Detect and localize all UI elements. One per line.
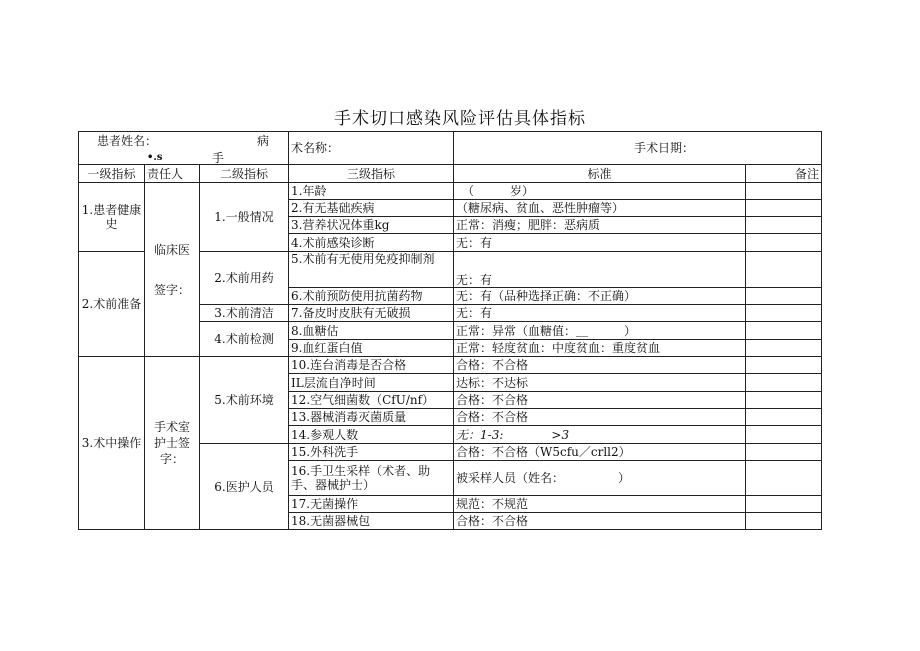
remarks-cell: [746, 183, 822, 200]
standard-cell: 无：1-3: >3: [454, 426, 746, 444]
remarks-cell: [746, 374, 822, 392]
standard-cell: 正常：异常（血糖值：＿ ）: [454, 322, 746, 340]
standard-cell: 无：有: [454, 234, 746, 252]
remarks-cell: [746, 513, 822, 530]
table-row: [79, 183, 822, 200]
level3-cell: 7.备皮时皮肤有无破损: [289, 305, 454, 322]
level3-cell: 2.有无基础疾病: [289, 200, 454, 217]
standard-cell: 无：有: [454, 305, 746, 322]
col-header-level2: 二级指标: [200, 165, 289, 183]
standard-cell: 合格：不合格: [454, 513, 746, 530]
level3-cell: 8.血糖估: [289, 322, 454, 340]
level1-health-history: 1.患者健康史: [79, 183, 145, 252]
standard-cell: 合格：不合格: [454, 392, 746, 409]
col-header-remarks: 备注: [746, 165, 822, 183]
patient-name-label: 患者姓名：: [97, 134, 158, 148]
level3-cell: 4.术前感染诊断: [289, 234, 454, 252]
patient-info-row: [79, 132, 822, 165]
col-header-level1: 一级指标: [79, 165, 145, 183]
standard-cell: 合格：不合格: [454, 409, 746, 426]
level3-cell: 16.手卫生采样（术者、助手、器械护士）: [289, 461, 454, 496]
level2-preop-environment: 5.术前环境: [200, 357, 289, 444]
remarks-cell: [746, 444, 822, 461]
remarks-cell: [746, 357, 822, 374]
ward-label: 病: [257, 134, 270, 148]
level3-cell: 1.年龄: [289, 183, 454, 200]
level1-preop-prep: 2.术前准备: [79, 252, 145, 357]
level3-cell: 10.连台消毒是否合格: [289, 357, 454, 374]
surgery-date-cell: 手术日期：: [454, 132, 822, 165]
standard-cell: 规范：不规范: [454, 496, 746, 513]
column-header-row: [79, 165, 822, 183]
remarks-cell: [746, 288, 822, 305]
level2-preop-cleaning: 3.术前清洁: [200, 305, 289, 322]
doctor-sign-label: 签字：: [153, 282, 190, 297]
responsible-nurse-cell: 手术室护士签字：: [145, 357, 200, 530]
level3-cell: 12.空气细菌数（CfU/nf）: [289, 392, 454, 409]
level2-preop-medication: 2.术前用药: [200, 252, 289, 305]
level3-cell: 14.参观人数: [289, 426, 454, 444]
remarks-cell: [746, 409, 822, 426]
level3-cell: 15.外科洗手: [289, 444, 454, 461]
standard-cell: （ 岁）: [454, 183, 746, 200]
table-row: [79, 357, 822, 374]
remarks-cell: [746, 305, 822, 322]
level3-cell: IL层流自净时间: [289, 374, 454, 392]
remarks-cell: [746, 340, 822, 357]
remarks-cell: [746, 426, 822, 444]
standard-cell: 无：有（品种选择正确：不正确）: [454, 288, 746, 305]
page-title: 手术切口感染风险评估具体指标: [334, 109, 586, 129]
mark-label: •.s: [147, 152, 163, 163]
patient-name-cell: [79, 132, 289, 165]
standard-cell: （糖尿病、贫血、恶性肿瘤等）: [454, 200, 746, 217]
remarks-cell: [746, 496, 822, 513]
standard-cell: 合格：不合格: [454, 357, 746, 374]
remarks-cell: [746, 392, 822, 409]
standard-cell: 合格：不合格（W5cfu／crll2）: [454, 444, 746, 461]
remarks-cell: [746, 234, 822, 252]
level3-cell: 18.无菌器械包: [289, 513, 454, 530]
level3-cell: 3.营养状况体重kg: [289, 217, 454, 234]
level2-general: 1.一般情况: [200, 183, 289, 252]
standard-cell: 无：有: [454, 252, 746, 288]
col-header-responsible: 责任人: [145, 165, 200, 183]
responsible-doctor-cell: [145, 183, 200, 357]
level3-cell: 17.无菌操作: [289, 496, 454, 513]
level3-cell: 9.血红蛋白值: [289, 340, 454, 357]
level3-cell: 5.术前有无使用免疫抑制剂: [289, 252, 454, 288]
risk-assessment-table: [78, 131, 822, 530]
surgery-name-cell: 术名称：: [289, 132, 454, 165]
standard-cell: 达标：不达标: [454, 374, 746, 392]
remarks-cell: [746, 200, 822, 217]
level3-cell: 13.器械消毒灭菌质量: [289, 409, 454, 426]
remarks-cell: [746, 217, 822, 234]
standard-cell: 被采样人员（姓名： ）: [454, 461, 746, 496]
level2-medical-staff: 6.医护人员: [200, 444, 289, 530]
remarks-cell: [746, 252, 822, 288]
standard-cell: 正常：轻度贫血：中度贫血：重度贫血: [454, 340, 746, 357]
level2-preop-testing: 4.术前检测: [200, 322, 289, 357]
remarks-cell: [746, 461, 822, 496]
level3-cell: 6.术前预防使用抗菌药物: [289, 288, 454, 305]
level1-intraop: 3.术中操作: [79, 357, 145, 530]
remarks-cell: [746, 322, 822, 340]
doctor-label: 临床医: [153, 242, 190, 257]
hand-label: 手: [212, 151, 225, 165]
standard-cell: 正常：消瘦；肥胖：恶病质: [454, 217, 746, 234]
col-header-standard: 标准: [454, 165, 746, 183]
col-header-level3: 三级指标: [289, 165, 454, 183]
